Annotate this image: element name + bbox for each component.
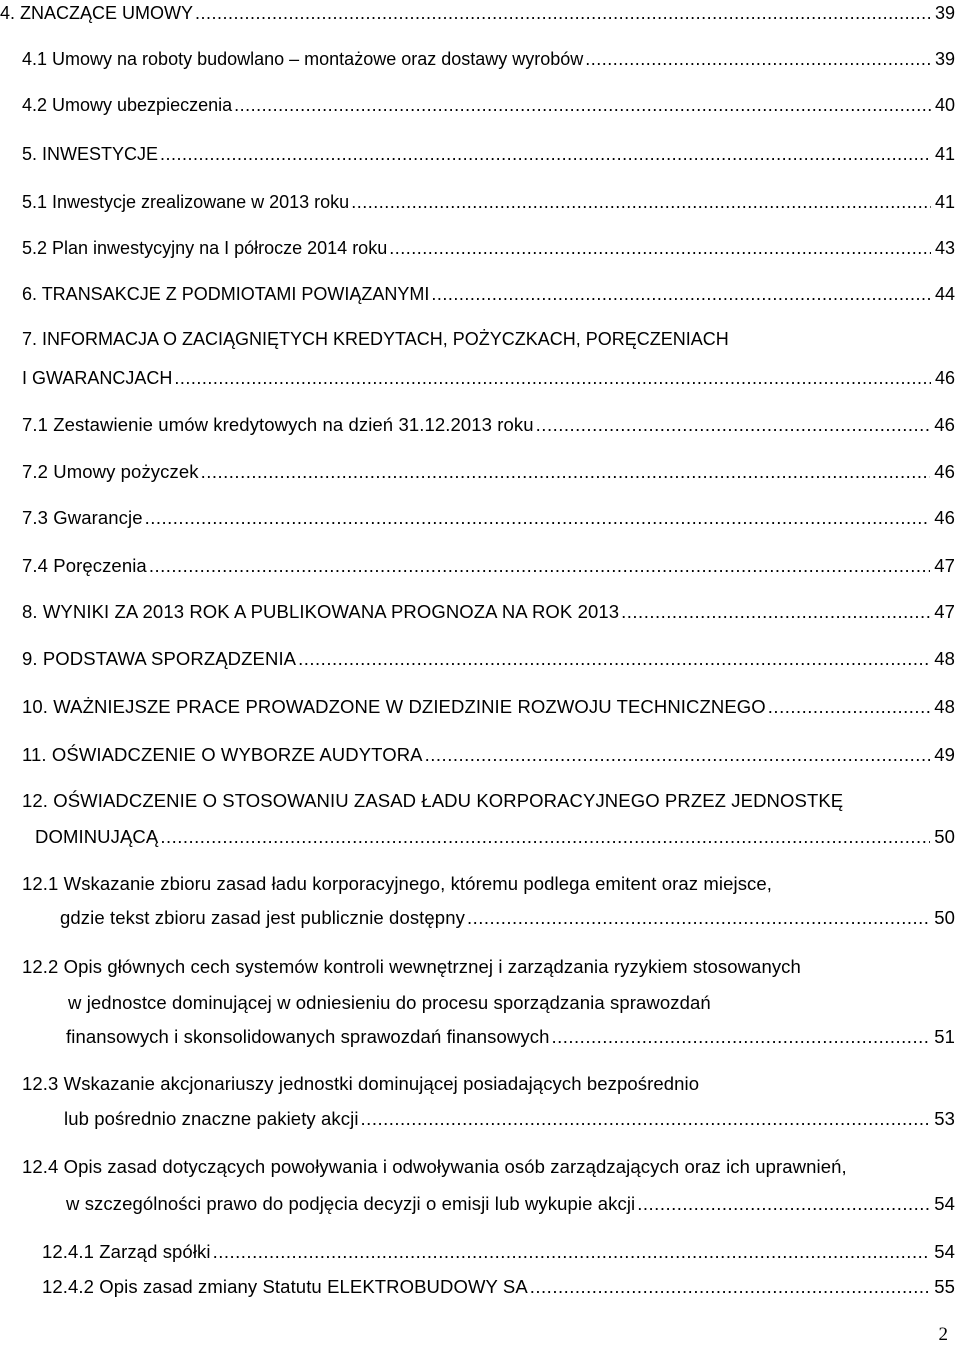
toc-entry[interactable]: [22, 457, 955, 483]
toc-entry[interactable]: [22, 692, 955, 718]
toc-page-number: 46: [934, 414, 955, 435]
toc-page-number: 51: [934, 1026, 955, 1047]
toc-page-number: 54: [934, 1241, 955, 1262]
dot-leader: [145, 507, 931, 529]
dot-leader: [530, 1276, 930, 1298]
toc-page-number: 46: [934, 368, 955, 388]
dot-leader: [149, 555, 930, 577]
toc-entry-label: 12.4.2 Opis zasad zmiany Statutu ELEKTROBUDOWY SA: [42, 1276, 528, 1297]
toc-entry-label: finansowych i skonsolidowanych sprawozdań finansowych: [66, 1026, 550, 1047]
toc-entry-label: 4.2 Umowy ubezpieczenia: [22, 95, 233, 115]
toc-entry-label: 5.1 Inwestycje zrealizowane w 2013 roku: [22, 192, 350, 212]
toc-entry-label: 4. ZNACZĄCE UMOWY: [0, 3, 194, 23]
toc-entry[interactable]: [22, 44, 955, 70]
dot-leader: [213, 1241, 931, 1263]
toc-entry-label: 7.2 Umowy pożyczek: [22, 461, 199, 482]
dot-leader: [425, 744, 931, 766]
toc-page-number: 55: [934, 1276, 955, 1297]
toc-entry[interactable]: [22, 187, 955, 213]
toc-entry-label: 11. OŚWIADCZENIE O WYBORZE AUDYTORA: [22, 744, 423, 765]
toc-entry-label: 6. TRANSAKCJE Z PODMIOTAMI POWIĄZANYMI: [22, 284, 430, 304]
dot-leader: [467, 907, 930, 929]
toc-page-number: 48: [934, 648, 955, 669]
toc-entry-label-line: 12.2 Opis głównych cech systemów kontroli wewnętrznej i zarządzania ryzykiem stosowanych: [22, 956, 801, 977]
toc-page-number: 39: [934, 49, 955, 69]
dot-leader: [195, 3, 931, 24]
toc-page-number: 53: [934, 1108, 955, 1129]
toc-entry[interactable]: [66, 1022, 955, 1048]
dot-leader: [536, 414, 931, 436]
toc-page-number: 50: [934, 907, 955, 928]
toc-page-number: 40: [934, 95, 955, 115]
toc-page-number: 47: [934, 555, 955, 576]
toc-entry-label: DOMINUJĄCĄ: [35, 826, 159, 847]
toc-page-number: 48: [934, 696, 955, 717]
toc-entry-label: I GWARANCJACH: [22, 368, 173, 388]
toc-entry-label: 7.3 Gwarancje: [22, 507, 143, 528]
dot-leader: [621, 601, 930, 623]
toc-entry-label: 9. PODSTAWA SPORZĄDZENIA: [22, 648, 297, 669]
toc-entry-label-line: 12.4 Opis zasad dotyczących powoływania i odwoływania osób zarządzających oraz ich uprawnień,: [22, 1156, 847, 1177]
toc-entry-label: gdzie tekst zbioru zasad jest publicznie dostępny: [60, 907, 465, 928]
toc-entry[interactable]: [22, 551, 955, 577]
dot-leader: [768, 696, 930, 718]
dot-leader: [551, 1026, 930, 1048]
toc-entry[interactable]: [22, 363, 955, 389]
toc-page-number: 50: [934, 826, 955, 847]
toc-entry-label: 12.4.1 Zarząd spółki: [42, 1241, 211, 1262]
toc-entry-label-line: 7. INFORMACJA O ZACIĄGNIĘTYCH KREDYTACH, POŻYCZKACH, PORĘCZENIACH: [22, 329, 729, 349]
toc-entry-label-line: 12. OŚWIADCZENIE O STOSOWANIU ZASAD ŁADU KORPORACYJNEGO PRZEZ JEDNOSTKĘ: [22, 790, 844, 811]
dot-leader: [431, 284, 931, 305]
toc-page-number: 46: [934, 461, 955, 482]
toc-entry-label: 5.2 Plan inwestycyjny na I półrocze 2014 roku: [22, 238, 388, 258]
dot-leader: [298, 648, 930, 670]
toc-page-number: 44: [934, 284, 955, 304]
toc-page-number: 41: [934, 192, 955, 212]
toc-entry[interactable]: [35, 822, 955, 848]
dot-leader: [234, 95, 931, 116]
dot-leader: [585, 49, 931, 70]
toc-entry[interactable]: [22, 597, 955, 623]
toc-entry[interactable]: [22, 644, 955, 670]
toc-entry-label-line: w jednostce dominującej w odniesieniu do procesu sporządzania sprawozdań: [68, 992, 711, 1013]
toc-entry-label: 4.1 Umowy na roboty budowlano – montażowe oraz dostawy wyrobów: [22, 49, 584, 69]
dot-leader: [160, 826, 930, 848]
toc-page-number: 47: [934, 601, 955, 622]
toc-entry[interactable]: [22, 740, 955, 766]
toc-entry-label: 7.4 Poręczenia: [22, 555, 147, 576]
dot-leader: [160, 144, 931, 165]
toc-entry-label: 7.1 Zestawienie umów kredytowych na dzień 31.12.2013 roku: [22, 414, 534, 435]
dot-leader: [201, 461, 931, 483]
toc-page-number: 49: [934, 744, 955, 765]
toc-entry-label: w szczególności prawo do podjęcia decyzji o emisji lub wykupie akcji: [66, 1193, 636, 1214]
toc-entry[interactable]: [42, 1272, 955, 1298]
toc-entry-label: 8. WYNIKI ZA 2013 ROK A PUBLIKOWANA PROGNOZA NA ROK 2013: [22, 601, 620, 622]
toc-entry-label: lub pośrednio znaczne pakiety akcji: [64, 1108, 359, 1129]
toc-entry[interactable]: [60, 903, 955, 929]
toc-entry[interactable]: [64, 1104, 955, 1130]
toc-page-number: 41: [934, 144, 955, 164]
toc-page-number: 46: [934, 507, 955, 528]
toc-page-number: 43: [934, 238, 955, 258]
dot-leader: [351, 192, 931, 213]
toc-entry[interactable]: [22, 233, 955, 259]
toc-entry[interactable]: [22, 90, 955, 116]
toc-entry[interactable]: [22, 139, 955, 165]
toc-entry-label-line: 12.3 Wskazanie akcjonariuszy jednostki dominującej posiadających bezpośrednio: [22, 1073, 700, 1094]
toc-entry-label: 10. WAŻNIEJSZE PRACE PROWADZONE W DZIEDZINIE ROZWOJU TECHNICZNEGO: [22, 696, 766, 717]
toc-entry[interactable]: [22, 410, 955, 436]
toc-entry[interactable]: [66, 1189, 955, 1215]
toc-entry-label-line: 12.1 Wskazanie zbioru zasad ładu korporacyjnego, któremu podlega emitent oraz miejsce,: [22, 873, 773, 894]
page-number: 2: [938, 1324, 948, 1345]
toc-page-number: 54: [934, 1193, 955, 1214]
dot-leader: [637, 1193, 930, 1215]
toc-entry[interactable]: [42, 1237, 955, 1263]
dot-leader: [389, 238, 931, 259]
toc-entry[interactable]: [22, 279, 955, 305]
toc-page-number: 39: [934, 3, 955, 23]
toc-entry[interactable]: [22, 503, 955, 529]
dot-leader: [174, 368, 931, 389]
toc-entry[interactable]: [0, 0, 955, 24]
toc-entry-label: 5. INWESTYCJE: [22, 144, 159, 164]
dot-leader: [361, 1108, 931, 1130]
